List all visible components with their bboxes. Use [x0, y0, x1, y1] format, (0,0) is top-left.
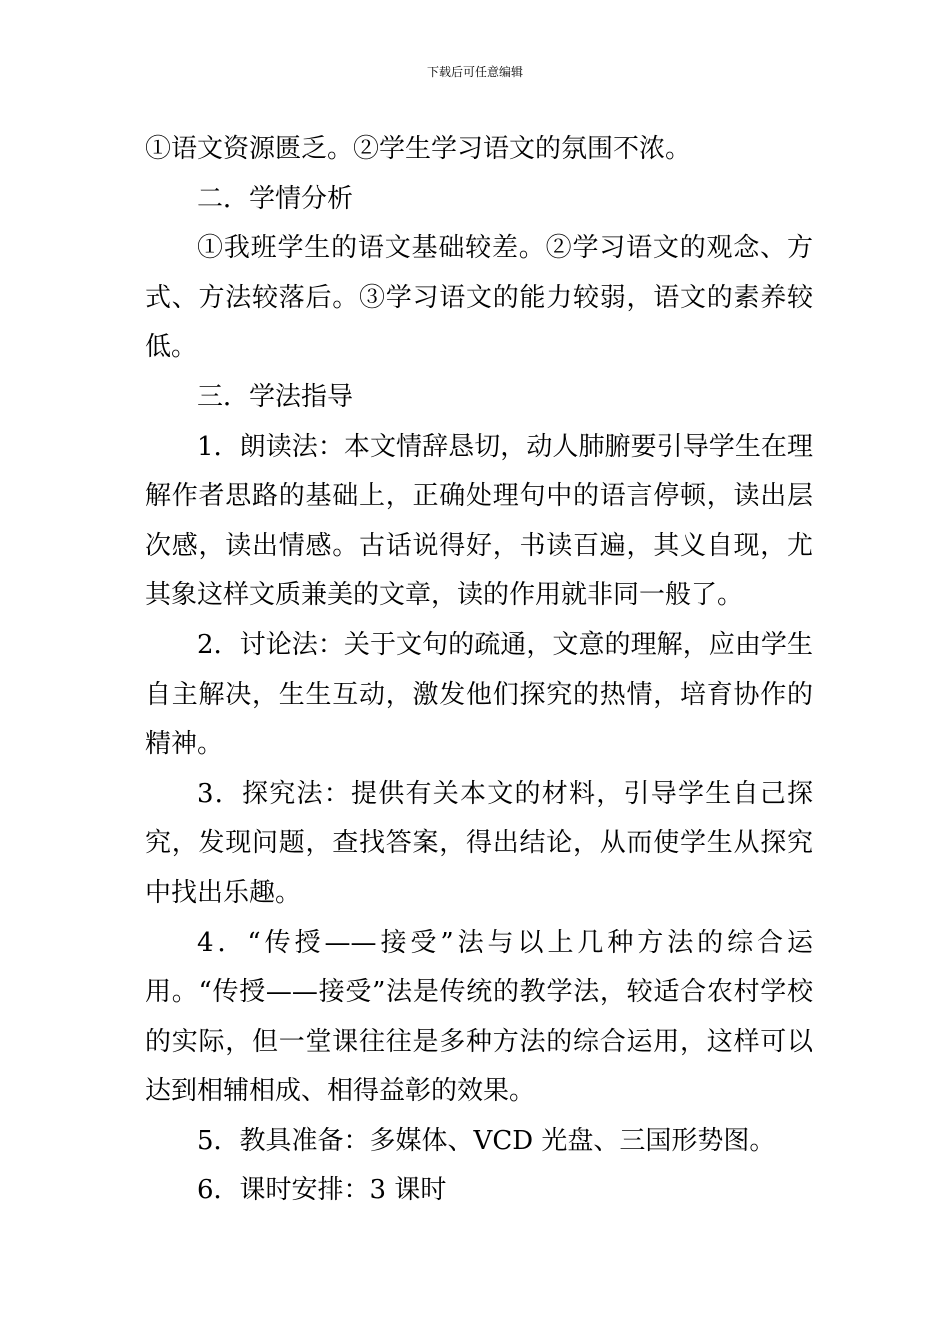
- paragraph-inquiry-method: 3．探究法：提供有关本文的材料，引导学生自己探究，发现问题，查找答案，得出结论，从而使学生从探究中找出乐趣。: [145, 778, 813, 908]
- paragraph-discussion-method: 2．讨论法：关于文句的疏通，文意的理解，应由学生自主解决，生生互动，激发他们探究的热情，培育协作的精神。: [145, 629, 813, 760]
- paragraph-resources: ①语文资源匮乏。②学生学习语文的氛围不浓。: [145, 134, 692, 164]
- paragraph-reading-method: 1．朗读法：本文情辞恳切，动人肺腑要引导学生在理解作者思路的基础上，正确处理句中的语言停顿，读出层次感，读出情感。古话说得好，书读百遍，其义自现，尤其象这样文质兼美的文章，读的作用就非同一般了。: [145, 431, 813, 611]
- paragraph-combined-method: 4．“传授——接受”法与以上几种方法的综合运用。“传授——接受”法是传统的教学法，较适合农村学校的实际，但一堂课往往是多种方法的综合运用，这样可以达到相辅相成、相得益彰的效果。: [145, 927, 813, 1107]
- paragraph-teaching-aids: 5．教具准备：多媒体、VCD 光盘、三国形势图。: [197, 1125, 776, 1156]
- heading-method-guidance: 三．学法指导: [197, 381, 354, 412]
- heading-student-analysis: 二．学情分析: [197, 183, 354, 214]
- paragraph-class-hours: 6．课时安排：3 课时: [197, 1175, 447, 1206]
- paragraph-student-analysis: ①我班学生的语文基础较差。②学习语文的观念、方式、方法较落后。③学习语文的能力较弱，语文的素养较低。: [145, 233, 813, 363]
- page-header: 下载后可任意编辑: [426, 65, 523, 79]
- document-body: [145, 125, 813, 1216]
